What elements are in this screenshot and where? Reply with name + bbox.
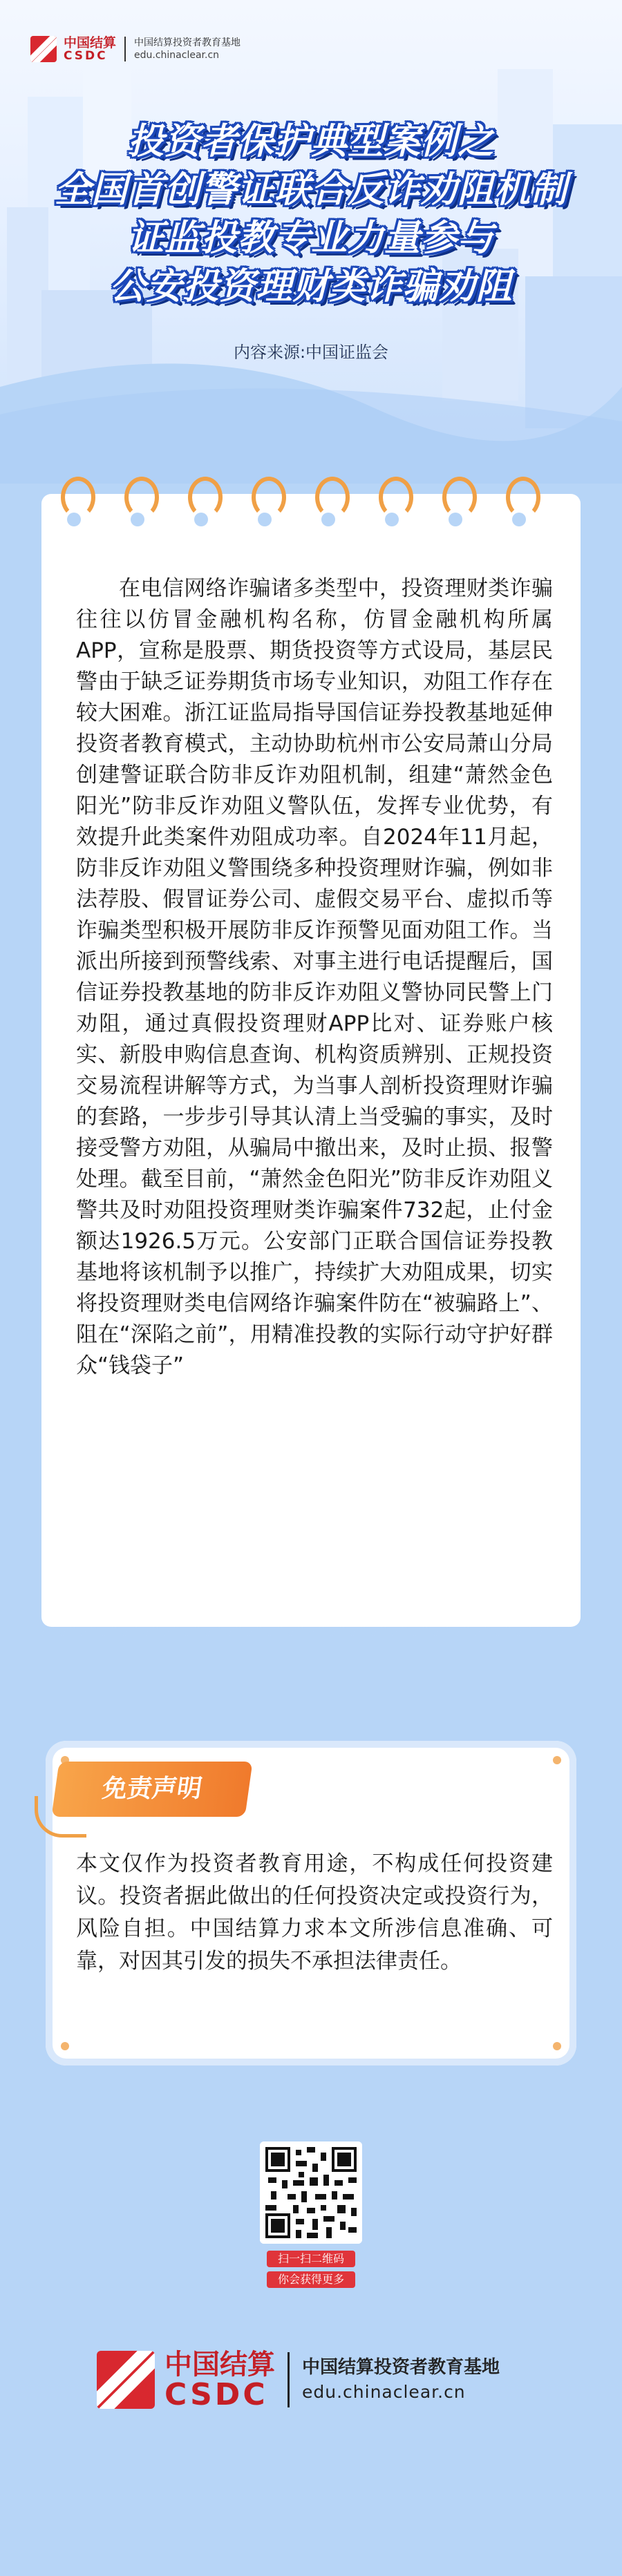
binder-hole bbox=[321, 513, 335, 526]
footer-base-cn: 中国结算投资者教育基地 bbox=[302, 2357, 500, 2378]
title-line-2: 全国首创警证联合反诈劝阻机制 bbox=[54, 169, 567, 211]
qr-code-icon[interactable] bbox=[260, 2141, 362, 2244]
brand-site: edu.chinaclear.cn bbox=[134, 50, 220, 61]
binder-ring-icon bbox=[506, 477, 540, 518]
card-scallop-edge bbox=[41, 1617, 581, 1637]
binder-hole bbox=[258, 513, 272, 526]
corner-dot bbox=[553, 2042, 561, 2050]
binder-hole bbox=[512, 513, 526, 526]
qr-label-scan: 扫一扫二维码 bbox=[267, 2251, 355, 2267]
disclaimer-tag: 免责声明 bbox=[51, 1762, 252, 1817]
notebook-rings bbox=[41, 477, 581, 525]
logo-divider bbox=[124, 37, 126, 61]
binder-ring-icon bbox=[442, 477, 477, 518]
binder-hole bbox=[449, 513, 462, 526]
binder-hole bbox=[131, 513, 144, 526]
content-source: 内容来源:中国证监会 bbox=[233, 343, 389, 362]
csdc-logo-icon bbox=[97, 2351, 155, 2409]
footer-divider bbox=[288, 2352, 290, 2407]
brand-logo-header[interactable] bbox=[30, 36, 241, 62]
binder-ring-icon bbox=[61, 477, 95, 518]
title-line-4: 公安投资理财类诈骗劝阻 bbox=[109, 266, 513, 307]
brand-name-cn: 中国结算 bbox=[64, 35, 117, 50]
footer-site: edu.chinaclear.cn bbox=[302, 2382, 466, 2402]
binder-ring-icon bbox=[188, 477, 223, 518]
qr-code-graphic bbox=[260, 2141, 362, 2244]
disclaimer-text: 本文仅作为投资者教育用途，不构成任何投资建议。投资者据此做出的任何投资决定或投资行为，风险自担。中国结算力求本文所涉信息准确、可靠，对因其引发的损失不承担法律责任。 bbox=[76, 1851, 553, 1974]
corner-dot bbox=[61, 2042, 69, 2050]
binder-ring-icon bbox=[379, 477, 413, 518]
title-line-1: 投资者保护典型案例之 bbox=[127, 121, 494, 162]
csdc-logo-icon bbox=[30, 36, 57, 62]
header-banner bbox=[0, 0, 622, 484]
page-title bbox=[0, 117, 622, 311]
qr-label-more: 你会获得更多 bbox=[267, 2271, 355, 2288]
article-body: 在电信网络诈骗诸多类型中，投资理财类诈骗往往以仿冒金融机构名称，仿冒金融机构所属APP，宣称是股票、期货投资等方式设局，基层民警由于缺乏证券期货市场专业知识，劝阻工作存在较大困难。浙江证监局指导国信证券投教基地延伸投资者教育模式，主动协助杭州市公安局萧山分局创建警证联合防非反诈劝阻机制，组建“萧然金色阳光”防非反诈劝阻义警队伍，发挥专业优势，有效提升此类案件劝阻成功率。自2024年11月起，防非反诈劝阻义警围绕多种投资理财诈骗，例如非法荐股、假冒证券公司、虚假交易平台、虚拟币等诈骗类型积极开展防非反诈预警见面劝阻工作。当派出所接到预警线索、对事主进行电话提醒后，国信证券投教基地的防非反诈劝阻义警协同民警上门劝阻，通过真假投资理财APP比对、证券账户核实、新股申购信息查询、机构资质辨别、正规投资交易流程讲解等方式，为当事人剖析投资理财诈骗的套路，一步步引导其认清上当受骗的事实，及时接受警方劝阻，从骗局中撤出来，及时止损、报警处理。截至目前，“萧然金色阳光”防非反诈劝阻义警共及时劝阻投资理财类诈骗案件732起，止付金额达1926.5万元。公安部门正联合国信证券投教基地将该机制予以推广，持续扩大劝阻成果，切实将投资理财类电信网络诈骗案件防在“被骗路上”、阻在“深陷之前”，用精准投教的实际行动守护好群众“钱袋子” bbox=[76, 576, 553, 1378]
brand-name-en: CSDC bbox=[64, 49, 108, 63]
corner-dot bbox=[553, 1756, 561, 1764]
title-line-3: 证监投教专业力量参与 bbox=[127, 218, 494, 259]
binder-hole bbox=[385, 513, 399, 526]
article-card bbox=[41, 494, 581, 1627]
brand-base-cn: 中国结算投资者教育基地 bbox=[134, 37, 241, 48]
binder-ring-icon bbox=[315, 477, 350, 518]
binder-hole bbox=[194, 513, 208, 526]
binder-ring-icon bbox=[252, 477, 286, 518]
binder-hole bbox=[67, 513, 81, 526]
binder-ring-icon bbox=[124, 477, 159, 518]
footer-brand-name-en: CSDC bbox=[164, 2377, 268, 2412]
footer-brand-name-cn: 中国结算 bbox=[164, 2349, 275, 2381]
brand-logo-footer[interactable] bbox=[97, 2349, 525, 2411]
